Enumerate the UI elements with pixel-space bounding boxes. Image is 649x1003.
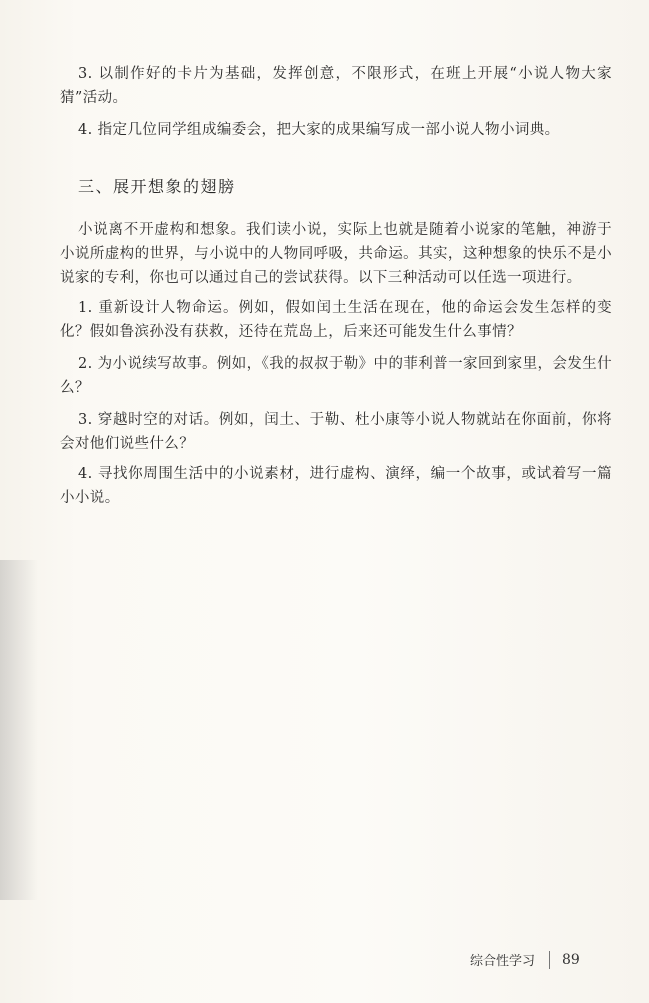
page-number: 89 <box>562 951 580 968</box>
imagination-item-1: 1. 重新设计人物命运。例如，假如闰土生活在现在，他的命运会发生怎样的变化？假如鲁滨孙没有获救，还待在荒岛上，后来还可能发生什么事情？ <box>60 300 612 340</box>
section-heading: 三、展开想象的翅膀 <box>78 177 236 196</box>
page-footer <box>470 950 580 969</box>
imagination-item-4: 4. 寻找你周围生活中的小说素材，进行虚构、演绎，编一个故事，或试着写一篇小小说。 <box>60 466 612 506</box>
imagination-item-3: 3. 穿越时空的对话。例如，闰土、于勒、杜小康等小说人物就站在你面前，你将会对他们说些什么？ <box>60 412 612 452</box>
activity-item-3: 3. 以制作好的卡片为基础，发挥创意，不限形式，在班上开展“小说人物大家猜”活动。 <box>60 66 612 106</box>
activity-item-4: 4. 指定几位同学组成编委会，把大家的成果编写成一部小说人物小词典。 <box>78 122 560 138</box>
footer-section-name: 综合性学习 <box>470 954 536 969</box>
footer-divider <box>549 951 550 969</box>
section-intro-paragraph: 小说离不开虚构和想象。我们读小说，实际上也就是随着小说家的笔触，神游于小说所虚构的世界，与小说中的人物同呼吸，共命运。其实，这种想象的快乐不是小说家的专利，你也可以通过自己的尝试获得。以下三种活动可以任选一项进行。 <box>60 222 612 286</box>
imagination-item-2: 2. 为小说续写故事。例如，《我的叔叔于勒》中的菲利普一家回到家里，会发生什么？ <box>60 356 612 396</box>
